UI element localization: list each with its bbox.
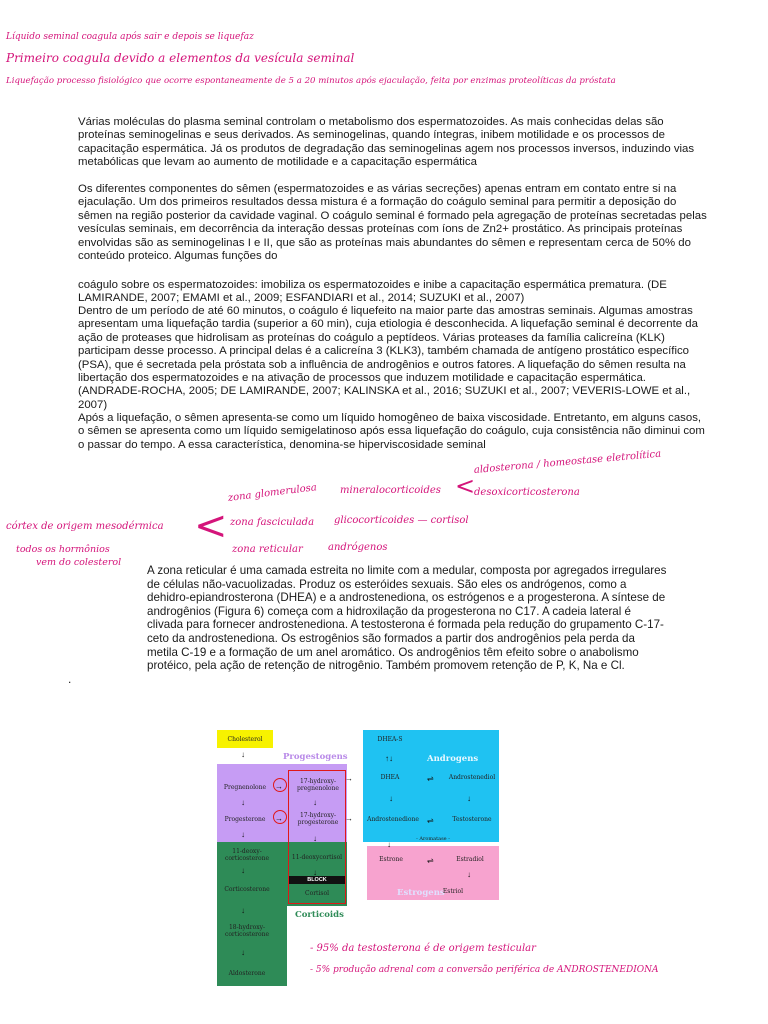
handwritten-aldosterone: aldosterona / homeostase eletrolítica: [473, 448, 662, 476]
arrow-down-icon: ↓: [241, 750, 245, 759]
arrow-down-icon: ↓: [241, 866, 245, 875]
androstenediol-label: Androstenediol: [448, 774, 496, 781]
arrow-right-icon: →: [275, 814, 283, 823]
handwritten-glicocorticoides: glicocorticoides — cortisol: [334, 515, 469, 526]
arrow-down-icon: ↓: [241, 906, 245, 915]
corticoids-heading: Corticoids: [295, 910, 344, 920]
arrow-down-icon: ↓: [241, 948, 245, 957]
handwritten-mineralocorticoides: mineralocorticoides: [340, 485, 441, 496]
arrow-down-icon: ↓: [313, 798, 317, 807]
aromatase-label: - Aromatase -: [416, 836, 450, 842]
handwritten-zona-glomerulosa: zona glomerulosa: [227, 482, 318, 504]
androstenedione-label: Androstenedione: [367, 816, 419, 823]
handwritten-note-2: Primeiro coagula devido a elementos da vesícula seminal: [6, 51, 355, 65]
estradiol-label: Estradiol: [456, 856, 484, 863]
cholesterol-label: Cholesterol: [227, 736, 263, 743]
pregnenolone-label: Pregnenolone: [223, 784, 267, 791]
hydroxy-pregnenolone-label: 17-hydroxy-pregnenolone: [297, 778, 339, 792]
arrow-down-icon: ↓: [467, 794, 471, 803]
arrow-exchange-icon: ⇌: [427, 856, 434, 865]
arrow-down-icon: ↓: [241, 798, 245, 807]
estriol-label: Estriol: [442, 888, 464, 895]
arrow-exchange-icon: ⇌: [427, 774, 434, 783]
estrone-label: Estrone: [379, 856, 403, 863]
hydroxycorticosterone-label: 18-hydroxy-corticosterone: [224, 924, 270, 938]
testosterone-label: Testosterone: [452, 816, 492, 823]
handwritten-note-5: - 5% produção adrenal com a conversão periférica de ANDROSTENEDIONA: [310, 965, 659, 975]
handwritten-note-1: Líquido seminal coagula após sair e depois se liquefaz: [6, 32, 254, 42]
deoxycortisol-label: 11-deoxycortisol: [291, 854, 343, 861]
androgens-heading: Androgens: [427, 754, 479, 764]
handwritten-note-3: Liquefação processo fisiológico que ocorre espontaneamente de 5 a 20 minutos após ejaculação, feita por enzimas proteolíticas da próstata: [6, 76, 616, 86]
arrow-down-icon: ↓: [467, 870, 471, 879]
estrogens-heading: Estrogens: [397, 888, 445, 898]
handwritten-desoxicorticosterona: desoxicorticosterona: [474, 487, 580, 498]
stray-dot: .: [68, 672, 72, 686]
dheas-label: DHEA-S: [377, 736, 403, 743]
arrow-down-icon: ↓: [389, 794, 393, 803]
block-label: BLOCK: [307, 877, 327, 883]
arrow-exchange-icon: ⇌: [427, 816, 434, 825]
arrow-up-down-icon: ↑↓: [385, 754, 393, 763]
arrow-down-icon: ↓: [387, 840, 391, 849]
hydroxy-progesterone-label: 17-hydroxy-progesterone: [297, 812, 339, 826]
handwritten-zona-reticular: zona reticular: [232, 544, 303, 555]
deoxycorticosterone-label: 11-deoxy-corticosterone: [224, 848, 270, 862]
corticosterone-label: Corticosterone: [224, 886, 270, 893]
arrow-down-icon: ↓: [313, 868, 317, 877]
arrow-down-icon: ↓: [313, 834, 317, 843]
arrow-right-icon: →: [275, 782, 283, 791]
paragraph-semen-components: Os diferentes componentes do sêmen (espermatozoides e as várias secreções) apenas entram em contato entre si na ejaculação. Um dos primeiros resultados dessa mistura é a formação do coágulo seminal para permitir a deposição do sêmen na região posterior da cavidade vaginal. O coágulo seminal é formado pela agregação de proteínas secretadas pelas vesículas seminais, em decorrência da interação dessas proteínas com íons de Zn2+ prostático. As principais proteínas envolvidas são as seminogelinas I e II, que são as proteínas mais abundantes do sêmen e representam cerca de 50% do conteúdo proteico. Algumas funções do: [78, 183, 707, 263]
handwritten-cortex-sub1: todos os hormônios: [16, 544, 110, 555]
aldosterone-label: Aldosterone: [228, 970, 266, 977]
handwritten-brace-right: <: [455, 472, 476, 500]
handwritten-cortex-sub2: vem do colesterol: [36, 557, 122, 568]
progestogens-heading: Progestogens: [283, 752, 348, 762]
handwritten-cortex-label: córtex de origem mesodérmica: [6, 521, 164, 532]
arrow-right-icon: →: [345, 774, 353, 783]
handwritten-note-95: - 95% da testosterona é de origem testicular: [310, 943, 536, 954]
progesterone-label: Progesterone: [224, 816, 266, 823]
paragraph-liquefaction: Dentro de um período de até 60 minutos, o coágulo é liquefeito na maior parte das amostras seminais. Algumas amostras apresentam uma liquefação tardia (superior a 60 min), cuja etiologia é desconhecida. A liquefação seminal é decorrente da ação de proteases que hidrolisam as proteínas do coágulo a peptídeos. Várias proteases da família calicreína (KLK) participam desse processo. A principal delas é a calicreína 3 (KLK3), também chamada de antígeno prostático específico (PSA), que é secretada pela próstata sob a influência de androgênios e outros fatores. A liquefação do sêmen resulta na libertação dos espermatozoides e na ativação de processos que induzem motilidade e capacitação espermática. (ANDRADE-ROCHA, 2005; DE LAMIRANDE, 2007; KALINSKA et al., 2016; SUZUKI et al., 2007; VEVERIS-LOWE et al., 2007): [78, 305, 698, 411]
paragraph-seminal-plasma: Várias moléculas do plasma seminal controlam o metabolismo dos espermatozoides. As mais conhecidas delas são proteínas seminogelinas e seus derivados. As seminogelinas, quando íntegras, inibem motilidade e os processos de capacitação espermática. Já os produtos de degradação das seminogelinas agem nos processos inversos, induzindo vias metabólicas que levam ao aumento de motilidade e a capacitação espermática: [78, 116, 695, 169]
paragraph-hyperviscosity: Após a liquefação, o sêmen apresenta-se como um líquido homogêneo de baixa viscosidade. Entretanto, em alguns casos, o sêmen se apresenta como um líquido semigelatinoso após essa liquefação do coágulo, cuja consistência não diminui com o passar do tempo. A essa característica, denomina-se hiperviscosidade seminal: [78, 412, 705, 451]
paragraph-coagulum-functions: coágulo sobre os espermatozoides: imobiliza os espermatozoides e inibe a capacitação espermática prematura. (DE LAMIRANDE, 2007; EMAMI et al., 2009; ESFANDIARI et al., 2014; SUZUKI et al., 2007): [78, 279, 667, 305]
handwritten-brace-left: <: [194, 503, 228, 549]
arrow-down-icon: ↓: [241, 830, 245, 839]
paragraph-zona-reticular: A zona reticular é uma camada estreita no limite com a medular, composta por agregados irregulares de células não-vacuolizadas. Produz os esteróides sexuais. São eles os andrógenos, como a dehidro-epiandrosterona (DHEA) e a androstenediona, os estrógenos e a progesterona. A síntese de androgênios (Figura 6) começa com a hidroxilação da progesterona no C17. A cadeia lateral é clivada para fornecer androstenediona. A testosterona é formada pela redução do grupamento C-17- ceto da androstenediona. Os estrogênios são formados a partir dos androgênios pela perda da metila C-19 e a formação de um anel aromático. Os androgênios têm efeito sobre o anabolismo protéico, pela ação de retenção de nitrogênio. Também promovem retenção de P, K, Na e Cl.: [147, 564, 667, 673]
handwritten-zona-fasciculada: zona fasciculada: [230, 517, 315, 528]
cortisol-label: Cortisol: [304, 890, 329, 897]
dhea-label: DHEA: [380, 774, 400, 781]
handwritten-androgenos: andrógenos: [328, 542, 388, 553]
arrow-right-icon: →: [345, 814, 353, 823]
corticoids-box-left: [217, 842, 287, 986]
androgens-box: [363, 730, 499, 842]
